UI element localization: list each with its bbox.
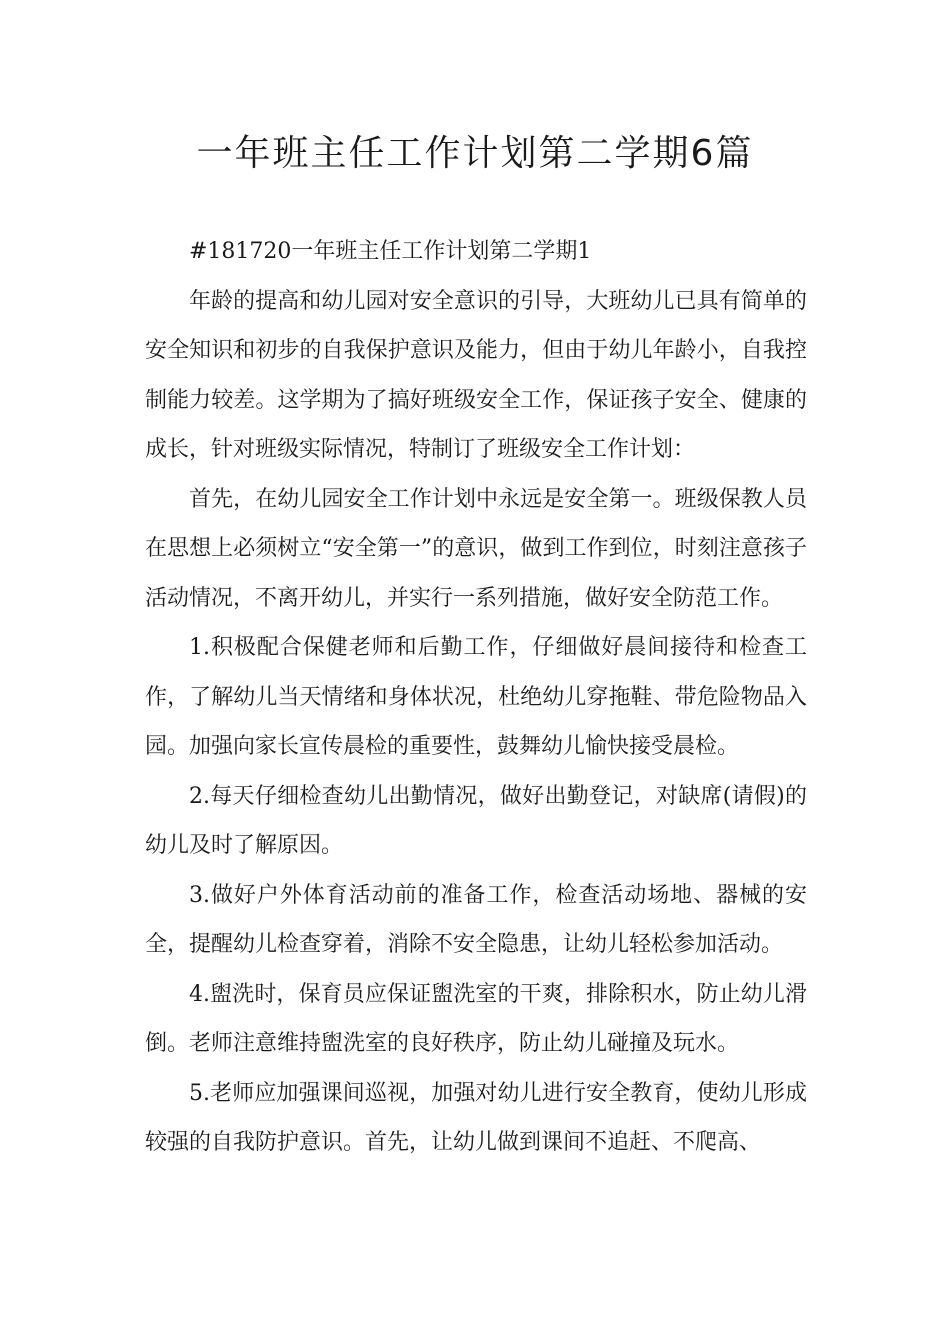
paragraph-item-3: 3.做好户外体育活动前的准备工作，检查活动场地、器械的安全，提醒幼儿检查穿着，消除不安全隐患，让幼儿轻松参加活动。	[145, 882, 807, 957]
document-heading-line: #181720一年班主任工作计划第二学期1	[189, 239, 592, 264]
paragraph-safety-first: 首先，在幼儿园安全工作计划中永远是安全第一。班级保教人员在思想上必须树立“安全第一”的意识，做到工作到位，时刻注意孩子活动情况，不离开幼儿，并实行一系列措施，做好安全防范工作。	[145, 486, 807, 611]
document-title: 一年班主任工作计划第二学期6篇	[196, 133, 754, 174]
paragraph-item-5: 5.老师应加强课间巡视，加强对幼儿进行安全教育，使幼儿形成较强的自我防护意识。首先，让幼儿做到课间不追赶、不爬高、	[145, 1080, 807, 1155]
paragraph-item-4: 4.盥洗时，保育员应保证盥洗室的干爽，排除积水，防止幼儿滑倒。老师注意维持盥洗室的良好秩序，防止幼儿碰撞及玩水。	[145, 981, 807, 1056]
paragraph-intro: 年龄的提高和幼儿园对安全意识的引导，大班幼儿已具有简单的安全知识和初步的自我保护意识及能力，但由于幼儿年龄小，自我控制能力较差。这学期为了搞好班级安全工作，保证孩子安全、健康的成长，针对班级实际情况，特制订了班级安全工作计划：	[145, 288, 807, 462]
document-body	[145, 227, 807, 1168]
paragraph-item-1: 1.积极配合保健老师和后勤工作，仔细做好晨间接待和检查工作，了解幼儿当天情绪和身体状况，杜绝幼儿穿拖鞋、带危险物品入园。加强向家长宣传晨检的重要性，鼓舞幼儿愉快接受晨检。	[145, 635, 807, 759]
paragraph-item-2: 2.每天仔细检查幼儿出勤情况，做好出勤登记，对缺席(请假)的幼儿及时了解原因。	[145, 783, 807, 858]
